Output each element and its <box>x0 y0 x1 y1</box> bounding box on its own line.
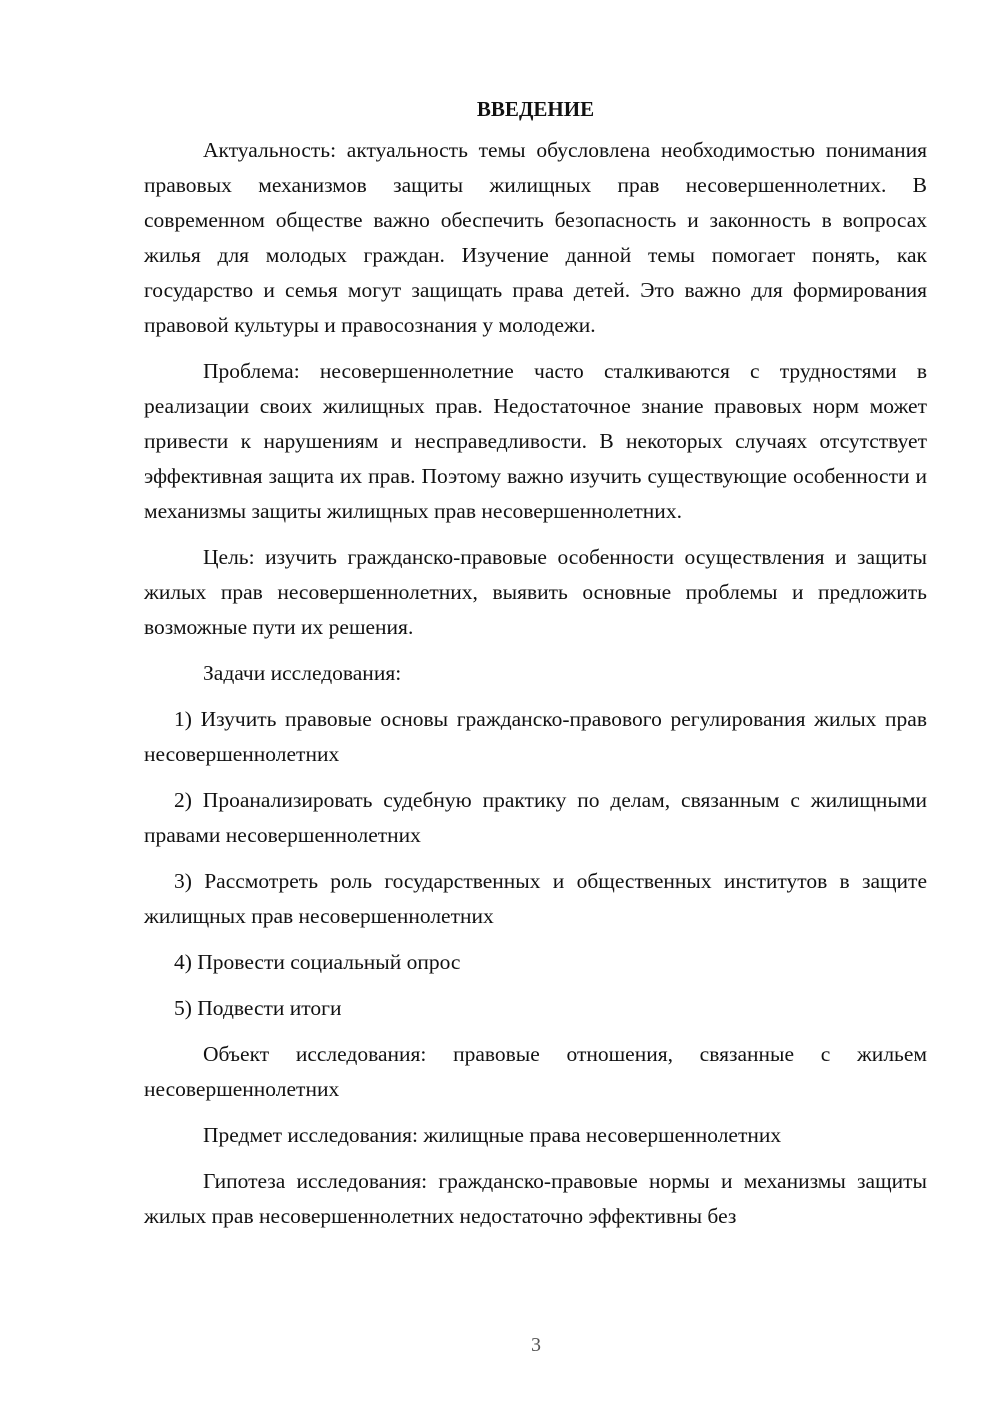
hypothesis-paragraph: Гипотеза исследования: гражданско-правовые нормы и механизмы защиты жилых прав несовершеннолетних недостаточно эффективны без <box>144 1169 927 1228</box>
page-number: 3 <box>531 1334 541 1356</box>
tasks-heading: Задачи исследования: <box>203 661 402 685</box>
relevance-paragraph: Актуальность: актуальность темы обусловлена необходимостью понимания правовых механизмов защиты жилищных прав несовершеннолетних. В современном обществе важно обеспечить безопасность и законность в вопросах жилья для молодых граждан. Изучение данной темы помогает понять, как государство и семья могут защищать права детей. Это важно для формирования правовой культуры и правосознания у молодежи. <box>144 138 927 337</box>
page-title: ВВЕДЕНИЕ <box>476 97 595 121</box>
problem-paragraph: Проблема: несовершеннолетние часто сталкиваются с трудностями в реализации своих жилищных прав. Недостаточное знание правовых норм может привести к нарушениям и несправедливости. В некоторых случаях отсутствует эффективная защита их прав. Поэтому важно изучить существующие особенности и механизмы защиты жилищных прав несовершеннолетних. <box>144 359 927 523</box>
task-item: 2) Проанализировать судебную практику по делам, связанным с жилищными правами несовершеннолетних <box>144 788 927 847</box>
task-item: 3) Рассмотреть роль государственных и общественных институтов в защите жилищных прав несовершеннолетних <box>144 869 927 928</box>
object-paragraph: Объект исследования: правовые отношения, связанные с жильем несовершеннолетних <box>144 1042 927 1101</box>
goal-paragraph: Цель: изучить гражданско-правовые особенности осуществления и защиты жилых прав несовершеннолетних, выявить основные проблемы и предложить возможные пути их решения. <box>144 545 927 639</box>
task-item: 1) Изучить правовые основы гражданско-правового регулирования жилых прав несовершеннолетних <box>144 707 927 766</box>
task-item: 5) Подвести итоги <box>174 996 342 1020</box>
subject-paragraph: Предмет исследования: жилищные права несовершеннолетних <box>203 1123 782 1147</box>
page-content <box>144 92 927 1245</box>
task-item: 4) Провести социальный опрос <box>174 950 461 974</box>
